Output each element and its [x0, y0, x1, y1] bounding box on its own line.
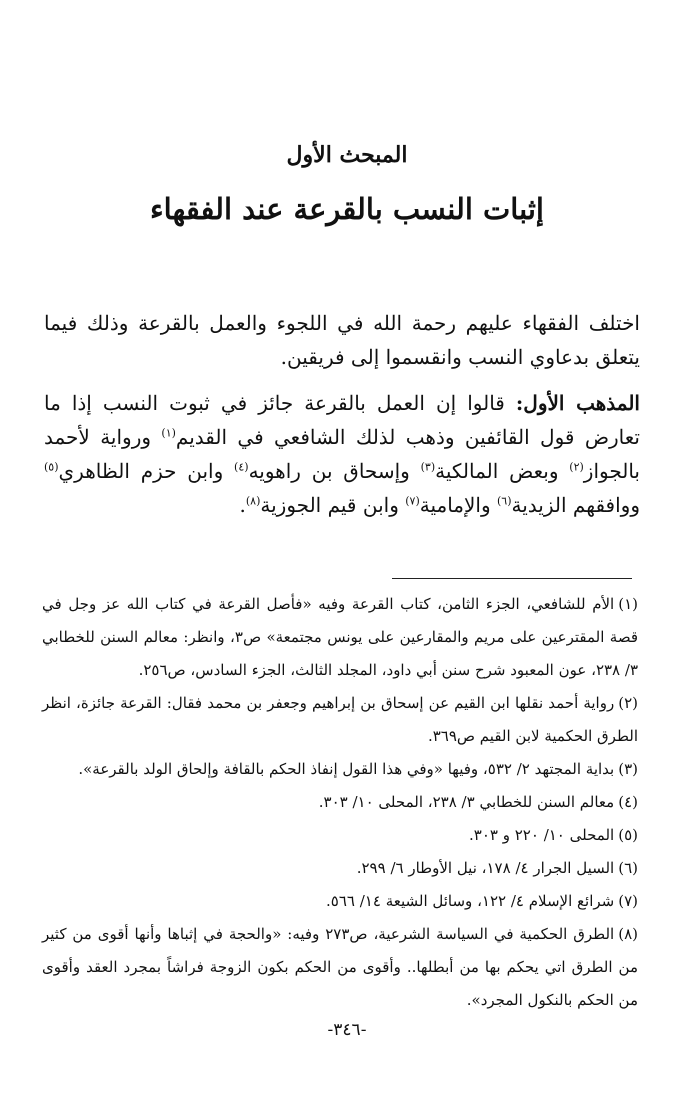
footnote-ref: (٦) [497, 494, 512, 508]
footnote-ref: (٤) [234, 460, 249, 474]
intro-paragraph: اختلف الفقهاء عليهم رحمة الله في اللجوء والعمل بالقرعة وذلك فيما يتعلق بدعاوي النسب وانقسموا إلى فريقين. [44, 311, 640, 369]
opinion-text: وابن حزم الظاهري [58, 459, 235, 483]
footnote-text: معالم السنن للخطابي ٣/ ٢٣٨، المحلى ١٠/ ٣٠٣. [318, 793, 615, 811]
footnote [42, 786, 638, 819]
footnote-number: (٤) [618, 793, 638, 811]
opinion-text: والإمامية [419, 493, 497, 517]
footnote-text: رواية أحمد نقلها ابن القيم عن إسحاق بن إبراهيم وجعفر بن محمد فقال: القرعة جائزة، انظر الطرق الحكمية لابن القيم ص٣٦٩. [42, 694, 638, 745]
footnote-number: (٦) [618, 859, 638, 877]
footnote-ref: (٥) [44, 460, 59, 474]
opinion-end: . [239, 493, 246, 517]
footnote-text: الطرق الحكمية في السياسة الشرعية، ص٢٧٣ وفيه: «والحجة في إثباها وأنها أقوى من كثير من الطرق اتي يحكم بها من أبطلها.. وأقوى من الحكم بكون الزوجة فراشاً بمجرد العقد وأقوى من الحكم بالنكول المجرد». [42, 925, 638, 1009]
section-label: المبحث الأول [286, 142, 408, 168]
footnote-ref: (٣) [420, 460, 436, 474]
footnote [42, 885, 638, 918]
footnote-number: (٣) [618, 760, 638, 778]
footnote [42, 819, 638, 852]
footnote-number: (٥) [618, 826, 638, 844]
footnote-ref: (٢) [569, 460, 584, 474]
footnotes-list [42, 588, 638, 1017]
footnote-text: الأم للشافعي، الجزء الثامن، كتاب القرعة وفيه «فأصل القرعة في كتاب الله عز وجل في قصة المقترعين على مريم والمقارعين على يونس مجتمعة» ص٣، وانظر: معالم السنن للخطابي ٣/ ٢٣٨، عون المعبود شرح سنن أبي داود، المجلد الثالث، الجزء السادس، ص٢٥٦. [42, 595, 638, 679]
footnote-ref: (٧) [405, 494, 420, 508]
opinion-text: وابن قيم الجوزية [260, 493, 406, 517]
footnote [42, 588, 638, 687]
footnote-ref: (١) [161, 426, 176, 440]
opinion-text: ورواية لأحمد بالجواز [44, 425, 640, 483]
footnote-text: بداية المجتهد ٢/ ٥٣٢، وفيها «وفي هذا القول إنفاذ الحكم بالقافة وإلحاق الولد بالقرعة». [78, 760, 615, 778]
opinion-label: المذهب الأول: [515, 391, 640, 415]
section-title: إثبات النسب بالقرعة عند الفقهاء [149, 192, 544, 226]
footnote-number: (٧) [618, 892, 638, 910]
footnote-text: السيل الجرار ٤/ ١٧٨، نيل الأوطار ٦/ ٢٩٩. [356, 859, 615, 877]
opinion-text: قالوا إن العمل بالقرعة جائز في ثبوت النسب إذا ما تعارض قول القائفين وذهب لذلك الشافعي في القديم [44, 391, 640, 449]
footnote-divider [392, 578, 632, 579]
opinion-text: وبعض المالكية [435, 459, 570, 483]
footnote-text: شرائع الإسلام ٤/ ١٢٢، وسائل الشيعة ١٤/ ٥٦٦. [326, 892, 615, 910]
footnote [42, 753, 638, 786]
first-opinion-paragraph [44, 386, 640, 522]
opinion-text: وإسحاق بن راهويه [248, 459, 421, 483]
footnote-number: (٨) [618, 925, 638, 943]
footnote-number: (٢) [618, 694, 638, 712]
page-number: -٣٤٦- [327, 1020, 367, 1040]
footnote-text: المحلى ١٠/ ٢٢٠ و ٣٠٣. [469, 826, 615, 844]
footnote [42, 687, 638, 753]
footnote-number: (١) [618, 595, 638, 613]
footnote [42, 918, 638, 1017]
opinion-text: ووافقهم الزيدية [511, 493, 640, 517]
footnote-ref: (٨) [245, 494, 261, 508]
footnote [42, 852, 638, 885]
